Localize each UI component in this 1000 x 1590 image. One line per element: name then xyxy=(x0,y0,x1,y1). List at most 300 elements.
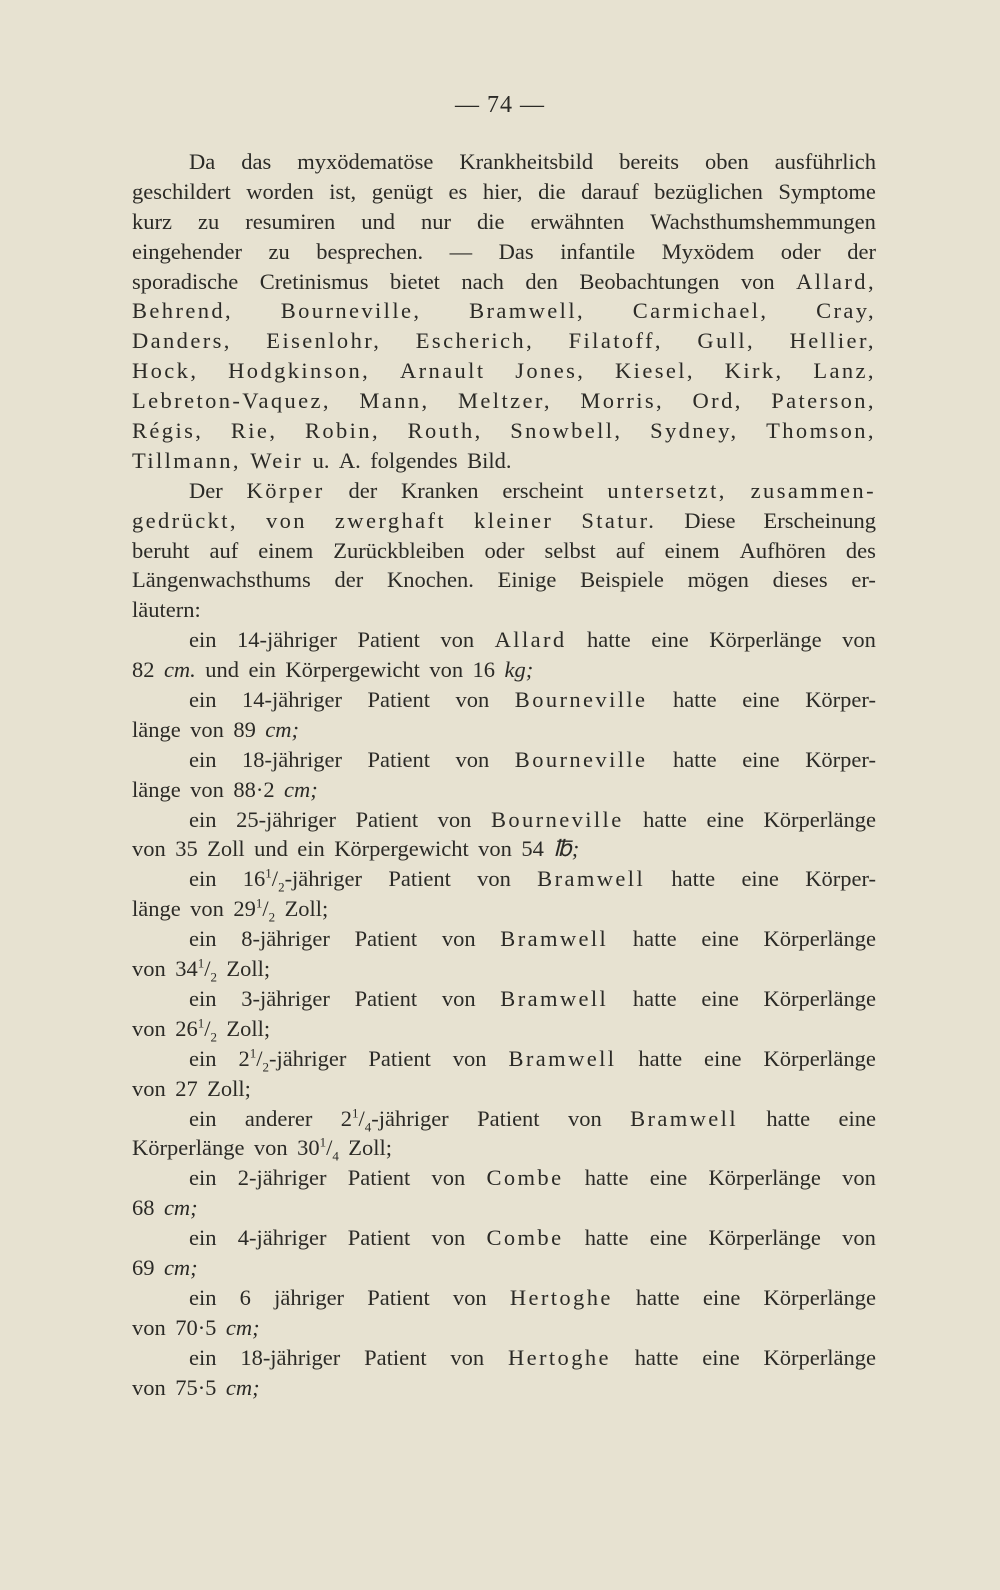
word: Lanz, xyxy=(813,358,876,384)
word: Hodgkinson, xyxy=(228,358,371,384)
word: Patient xyxy=(367,687,430,713)
text-line xyxy=(132,715,876,745)
text-line xyxy=(132,1373,876,1403)
word: von xyxy=(132,1314,166,1340)
word: Cray, xyxy=(816,298,876,324)
word: Weir xyxy=(250,447,304,473)
word: Lebreton-Vaquez, xyxy=(132,388,331,414)
text-line xyxy=(132,237,876,267)
text-line xyxy=(132,416,876,446)
word: Einige xyxy=(497,567,557,593)
word: Filatoff, xyxy=(568,328,663,354)
text-line xyxy=(132,625,876,655)
word: von xyxy=(441,985,476,1011)
word: Statur. xyxy=(581,507,657,533)
word: Patient xyxy=(354,985,418,1011)
word: cm; xyxy=(225,1314,260,1340)
word: 8-jähriger xyxy=(241,926,330,952)
word: Patient xyxy=(477,1105,540,1131)
word: eine xyxy=(742,687,780,713)
word: von xyxy=(842,1165,876,1191)
word: zu xyxy=(268,238,290,264)
word: eine xyxy=(649,1225,688,1251)
text-line xyxy=(132,1074,876,1104)
word: eine xyxy=(701,926,739,952)
word: nur xyxy=(421,208,452,234)
text-line xyxy=(132,745,876,775)
word: Combe xyxy=(486,1165,564,1191)
fraction-slash: / xyxy=(326,1135,333,1161)
word: ein xyxy=(189,985,217,1011)
word: — xyxy=(449,238,473,264)
word: Beispiele xyxy=(580,567,664,593)
word: von xyxy=(429,657,464,683)
word: oder xyxy=(780,238,821,264)
text-line xyxy=(132,1044,876,1074)
word: genügt xyxy=(371,178,433,204)
word: Bourneville xyxy=(490,806,624,832)
fraction-part: 2 xyxy=(268,909,276,925)
word: zu xyxy=(198,208,220,234)
word: bietet xyxy=(389,268,440,294)
word: Carmichael, xyxy=(632,298,769,324)
word: des xyxy=(845,537,876,563)
fraction-part: 30 xyxy=(297,1135,320,1161)
word: von xyxy=(431,1165,466,1191)
word: ein xyxy=(189,1225,217,1251)
word: mögen xyxy=(687,567,749,593)
word: hatte xyxy=(587,627,631,653)
word: Thomson, xyxy=(766,418,876,444)
word: ein xyxy=(189,627,217,653)
word: von xyxy=(132,956,166,982)
word: folgendes xyxy=(370,447,458,473)
word: und xyxy=(254,836,288,862)
word: länge xyxy=(132,776,181,802)
word: Patient xyxy=(368,1045,431,1071)
word: Diese xyxy=(684,507,736,533)
word: von xyxy=(190,896,224,922)
fraction-part: 2 xyxy=(210,1029,217,1045)
word: und xyxy=(205,657,239,683)
word: eine xyxy=(838,1105,876,1131)
word: Myxödem xyxy=(661,238,755,264)
word: von xyxy=(455,746,490,772)
word: eine xyxy=(701,985,739,1011)
word: ℔; xyxy=(553,836,580,862)
word: eine xyxy=(706,806,744,832)
word: cm; xyxy=(163,1195,198,1221)
word: untersetzt, xyxy=(607,477,727,503)
word: kg; xyxy=(504,657,534,683)
word: das xyxy=(241,149,272,174)
word: von xyxy=(452,1045,487,1071)
word: Wachsthumshemmungen xyxy=(650,208,876,234)
word: der xyxy=(348,477,378,503)
word: Tillmann, xyxy=(132,447,241,473)
word: cm; xyxy=(163,1254,198,1280)
word: Bourneville xyxy=(514,746,648,772)
word: Routh, xyxy=(407,418,483,444)
word xyxy=(341,1104,449,1134)
word: hatte xyxy=(672,746,717,772)
text-line xyxy=(132,326,876,356)
page-number: — 74 — xyxy=(455,92,545,118)
word: von xyxy=(431,1225,466,1251)
word: Bild. xyxy=(467,447,512,473)
word: hatte xyxy=(635,1284,680,1310)
word: ist, xyxy=(329,178,357,204)
fraction-part: 29 xyxy=(233,896,256,922)
text-line xyxy=(132,1223,876,1253)
text-line xyxy=(132,536,876,566)
text-line xyxy=(132,296,876,326)
word: Körperlänge xyxy=(763,985,876,1011)
word: Körperlänge xyxy=(132,1135,245,1161)
word: länge xyxy=(132,716,181,742)
text-line xyxy=(132,775,876,805)
word: hatte xyxy=(643,806,687,832)
fraction-slash: / xyxy=(262,896,269,922)
word: Patient xyxy=(367,1284,430,1310)
word: oder xyxy=(484,537,525,563)
word: von xyxy=(740,268,775,294)
word: Behrend, xyxy=(132,298,234,324)
word: Hertoghe xyxy=(509,1284,613,1310)
word: A. xyxy=(338,447,361,473)
word: Bramwell xyxy=(500,926,609,952)
word: 54 xyxy=(521,836,544,862)
text-line xyxy=(132,506,876,536)
word: Hertoghe xyxy=(507,1344,611,1370)
word: von xyxy=(455,687,490,713)
word: Erscheinung xyxy=(763,507,876,533)
word: nach xyxy=(461,268,504,294)
text-line xyxy=(132,476,876,506)
word: cm; xyxy=(225,1374,260,1400)
word: 2-jähriger xyxy=(237,1165,327,1191)
word: Körpergewicht xyxy=(334,836,469,862)
word: ein xyxy=(189,1045,217,1071)
word: von xyxy=(842,627,876,653)
fraction-part: 2 xyxy=(238,1045,250,1071)
fraction-part: -jähriger xyxy=(284,866,363,892)
word: Krankheitsbild xyxy=(459,149,594,174)
word: cm. xyxy=(163,657,196,683)
fraction-part: 2 xyxy=(340,1105,352,1131)
word: Körperlänge xyxy=(708,1165,821,1191)
fraction-part: 1 xyxy=(197,955,205,971)
word: Kirk, xyxy=(724,358,784,384)
word: Bramwell xyxy=(500,985,609,1011)
fraction-slash: / xyxy=(256,1045,263,1071)
fraction-part: -jähriger xyxy=(268,1045,347,1071)
text-line xyxy=(132,1193,876,1223)
word: gedrückt, xyxy=(132,507,238,533)
fraction-slash: / xyxy=(271,866,279,892)
word: Beobachtungen xyxy=(579,268,720,294)
word: ausführlich xyxy=(774,149,876,174)
word: einem xyxy=(258,537,314,563)
word: Patient xyxy=(347,1225,411,1251)
word: kurz xyxy=(132,208,172,234)
word: ein xyxy=(189,1284,217,1310)
word: die xyxy=(477,208,505,234)
word: hatte xyxy=(671,866,716,892)
word: hatte xyxy=(632,985,677,1011)
word xyxy=(233,894,275,924)
fraction-part: 4 xyxy=(364,1119,372,1134)
text-line xyxy=(132,864,876,894)
fraction-part: 1 xyxy=(351,1105,359,1120)
word: es xyxy=(448,178,468,204)
text-line xyxy=(132,147,876,177)
word: von xyxy=(477,866,511,892)
body-text xyxy=(132,147,876,1402)
word: besprechen. xyxy=(316,238,424,264)
word: Körperlänge xyxy=(763,806,876,832)
word: Rie, xyxy=(230,418,278,444)
word: 14-jähriger xyxy=(236,627,337,653)
word: 88·2 xyxy=(233,776,275,802)
word: Jones, xyxy=(515,358,586,384)
word: der xyxy=(847,238,876,264)
word: ein xyxy=(297,836,325,862)
word: Mann, xyxy=(359,388,430,414)
word: sporadische xyxy=(132,268,239,294)
word: ein xyxy=(248,657,276,683)
word: Bramwell xyxy=(630,1105,738,1131)
word: beruht xyxy=(132,537,190,563)
fraction-part: 1 xyxy=(197,1015,205,1031)
word: Kiesel, xyxy=(615,358,695,384)
word: Robin, xyxy=(304,418,380,444)
word: 27 xyxy=(175,1075,198,1101)
fraction-part: 16 xyxy=(242,866,266,892)
word: zwerghaft xyxy=(334,507,447,533)
word: anderer xyxy=(244,1105,313,1131)
word: auf xyxy=(615,537,645,563)
word: Arnault xyxy=(399,358,486,384)
word: Patient xyxy=(347,1165,411,1191)
word: Körperlänge xyxy=(708,1225,821,1251)
word: oben xyxy=(705,149,749,174)
word: Sydney, xyxy=(650,418,739,444)
word: ein xyxy=(189,866,217,892)
text-line xyxy=(132,1163,876,1193)
word: Körper- xyxy=(805,687,876,713)
fraction-slash: / xyxy=(358,1105,365,1131)
word: eine xyxy=(702,1344,740,1370)
word: cm; xyxy=(284,776,318,802)
word: Bramwell xyxy=(508,1045,617,1071)
word: Hock, xyxy=(132,358,199,384)
word: 69 xyxy=(132,1254,155,1280)
word: Da xyxy=(189,149,216,174)
word: länge xyxy=(132,896,181,922)
word: von xyxy=(132,1015,166,1041)
fraction-part: 4 xyxy=(332,1148,339,1164)
word: Zoll; xyxy=(226,1015,271,1041)
word: von xyxy=(265,507,307,533)
word: Knochen. xyxy=(386,567,474,593)
word: Allard, xyxy=(796,268,876,294)
word: Körper xyxy=(246,477,325,503)
word: Danders, xyxy=(132,328,232,354)
word: hatte xyxy=(638,1045,683,1071)
word: Körper- xyxy=(805,746,876,772)
word: eine xyxy=(741,866,779,892)
word: eine xyxy=(649,1165,688,1191)
word: eine xyxy=(702,1284,741,1310)
word: Bramwell xyxy=(537,866,646,892)
word: Körper- xyxy=(805,866,876,892)
word xyxy=(238,1044,346,1074)
word: Hellier, xyxy=(789,328,876,354)
word: ein xyxy=(189,1165,217,1191)
word: bezüglichen xyxy=(654,178,763,204)
word: Längenwachsthums xyxy=(132,567,311,593)
word: Körperlänge xyxy=(763,1045,876,1071)
text-line xyxy=(132,805,876,835)
text-line xyxy=(132,1283,876,1313)
word: von xyxy=(842,1225,876,1251)
word: einem xyxy=(664,537,720,563)
fraction-slash: / xyxy=(204,956,211,982)
word: Régis, xyxy=(132,418,204,444)
word: Kranken xyxy=(401,477,479,503)
word: Allard xyxy=(494,627,567,653)
word: Zoll; xyxy=(207,1075,251,1101)
word: Bramwell, xyxy=(469,298,586,324)
fraction-slash: / xyxy=(204,1015,211,1041)
text-line xyxy=(132,565,876,595)
word: Der xyxy=(189,477,223,503)
fraction-part: 1 xyxy=(249,1045,257,1061)
word: der xyxy=(334,567,364,593)
word: von xyxy=(132,1075,166,1101)
word: von xyxy=(190,716,224,742)
word: Zurückbleiben xyxy=(333,537,465,563)
word: Patient xyxy=(357,627,420,653)
word: 4-jähriger xyxy=(237,1225,327,1251)
word: Körperlänge xyxy=(709,627,822,653)
word: dieses xyxy=(772,567,828,593)
word: eine xyxy=(742,746,780,772)
fraction-part: 2 xyxy=(210,969,217,985)
word: Zoll; xyxy=(284,896,329,922)
text-line xyxy=(132,954,876,984)
word: hatte xyxy=(766,1105,811,1131)
word: 6 xyxy=(239,1284,251,1310)
word: zusammen- xyxy=(750,477,876,503)
word: Körperlänge xyxy=(763,1284,876,1310)
word: 18-jähriger xyxy=(242,746,342,772)
text-line xyxy=(132,894,876,924)
word: myxödematöse xyxy=(297,149,434,174)
text-line xyxy=(132,356,876,386)
word: Patient xyxy=(388,866,451,892)
word: Zoll xyxy=(207,836,245,862)
word: Patient xyxy=(364,1344,427,1370)
word: resumiren xyxy=(245,208,336,234)
text-line xyxy=(132,655,876,685)
word xyxy=(243,864,362,894)
word: geschildert xyxy=(132,178,231,204)
word: Patient xyxy=(367,746,430,772)
word: und xyxy=(361,208,395,234)
word: die xyxy=(538,178,566,204)
word: bereits xyxy=(619,149,680,174)
word: Eisenlohr, xyxy=(266,328,382,354)
word: von xyxy=(132,1374,166,1400)
word: Morris, xyxy=(580,388,665,414)
word: den xyxy=(525,268,558,294)
word: Snowbell, xyxy=(510,418,623,444)
word: von xyxy=(450,1344,485,1370)
word: von xyxy=(452,1284,487,1310)
fraction-part: 2 xyxy=(262,1059,269,1075)
word: Ord, xyxy=(692,388,743,414)
fraction-part: 26 xyxy=(175,1015,198,1041)
word: u. xyxy=(312,447,330,473)
word: eine xyxy=(704,1045,742,1071)
word: Combe xyxy=(486,1225,564,1251)
word: hier, xyxy=(482,178,523,204)
word: ein xyxy=(189,806,217,832)
word: darauf xyxy=(581,178,639,204)
word: 68 xyxy=(132,1195,155,1221)
word: hatte xyxy=(632,926,677,952)
word: ein xyxy=(189,1105,217,1131)
word xyxy=(175,954,217,984)
text-line xyxy=(132,924,876,954)
text-line xyxy=(132,446,876,476)
word: hatte xyxy=(634,1344,679,1370)
text-line xyxy=(132,1133,876,1163)
fraction-part: 34 xyxy=(175,956,198,982)
word: 25-jähriger xyxy=(236,806,337,832)
text-line xyxy=(132,595,876,625)
word: 89 xyxy=(233,716,256,742)
word: er- xyxy=(851,567,876,593)
word: Symptome xyxy=(778,178,876,204)
word: von xyxy=(440,627,475,653)
word: von xyxy=(478,836,512,862)
word: Das xyxy=(498,238,534,264)
word: worden xyxy=(246,178,314,204)
word: 75·5 xyxy=(175,1374,217,1400)
text-line xyxy=(132,1014,876,1044)
fraction-part: -jähriger xyxy=(371,1105,449,1131)
text-line xyxy=(132,177,876,207)
fraction-part: 1 xyxy=(319,1134,327,1150)
word: Cretinismus xyxy=(259,268,369,294)
word: 82 xyxy=(132,657,155,683)
text-line xyxy=(132,1104,876,1134)
text-line xyxy=(132,1253,876,1283)
word: hatte xyxy=(672,687,717,713)
text-line xyxy=(132,1343,876,1373)
word: ein xyxy=(189,746,217,772)
word: eine xyxy=(651,627,689,653)
word xyxy=(175,1014,217,1044)
word: erwähnten xyxy=(530,208,625,234)
word: eingehender xyxy=(132,238,242,264)
word: Escherich, xyxy=(415,328,535,354)
word: Meltzer, xyxy=(458,388,552,414)
word: 70·5 xyxy=(175,1314,217,1340)
